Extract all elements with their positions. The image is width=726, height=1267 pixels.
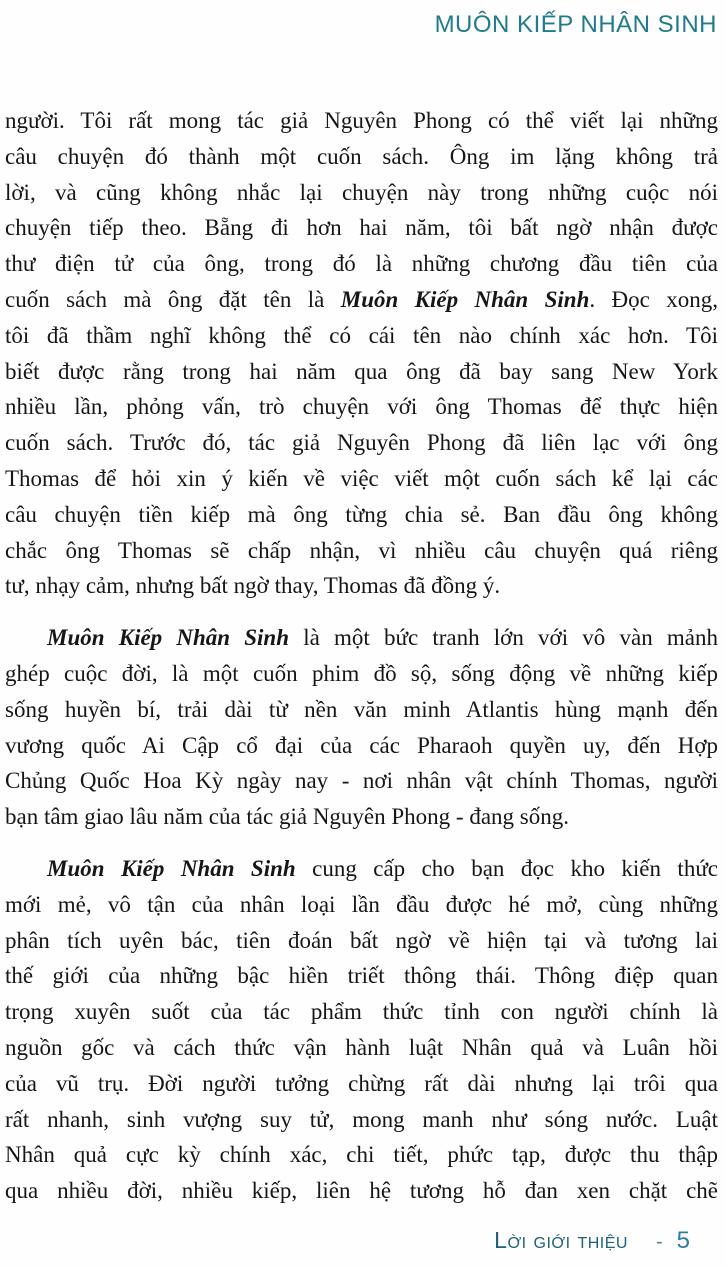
text-segment: thư điện tử của ông, trong đó là những chương đầu tiên của xyxy=(5,251,718,277)
text-line xyxy=(5,497,718,533)
page-footer xyxy=(494,1227,690,1255)
text-segment: mới mẻ, vô tận của nhân loại lần đầu được hé mở, cùng những xyxy=(5,891,718,917)
book-title-emphasis: Muôn Kiếp Nhân Sinh xyxy=(340,286,590,312)
text-line xyxy=(5,1137,718,1173)
text-segment: biết được rằng trong hai năm qua ông đã bay sang New York xyxy=(5,358,718,384)
text-segment: cuốn sách mà ông đặt tên là xyxy=(5,286,341,312)
text-segment: câu chuyện đó thành một cuốn sách. Ông im lặng không trả xyxy=(5,143,718,169)
text-segment: trọng xuyên suốt của tác phẩm thức tỉnh con người chính là xyxy=(5,999,718,1025)
text-line xyxy=(5,282,718,318)
text-line xyxy=(5,887,718,923)
text-line xyxy=(5,1102,718,1138)
text-segment: của vũ trụ. Đời người tưởng chừng rất dài nhưng lại trôi qua xyxy=(5,1070,718,1096)
text-line xyxy=(5,1173,718,1209)
book-title-emphasis: Muôn Kiếp Nhân Sinh xyxy=(47,855,296,881)
text-line xyxy=(5,246,718,282)
book-title-emphasis: Muôn Kiếp Nhân Sinh xyxy=(47,625,290,651)
footer-page-number: 5 xyxy=(676,1227,690,1254)
text-line xyxy=(5,763,718,799)
text-line xyxy=(5,692,718,728)
text-segment: lời, và cũng không nhắc lại chuyện này trong những cuộc nói xyxy=(5,179,718,205)
text-segment: tôi đã thầm nghĩ không thể có cái tên nào chính xác hơn. Tôi xyxy=(5,322,718,348)
text-segment: ghép cuộc đời, là một cuốn phim đồ sộ, sống động về những kiếp xyxy=(5,660,718,686)
text-segment: phân tích uyên bác, tiên đoán bất ngờ về hiện tại và tương lai xyxy=(5,927,718,953)
text-segment: câu chuyện tiền kiếp mà ông từng chia sẻ. Ban đầu ông không xyxy=(5,501,718,527)
text-line xyxy=(5,1066,718,1102)
text-segment: vương quốc Ai Cập cổ đại của các Pharaoh quyền uy, đến Hợp xyxy=(5,732,718,758)
text-segment: người. Tôi rất mong tác giả Nguyên Phong có thể viết lại những xyxy=(5,108,718,133)
text-segment: chuyện tiếp theo. Bẵng đi hơn hai năm, tôi bất ngờ nhận được xyxy=(5,215,718,241)
text-segment: qua nhiều đời, nhiều kiếp, liên hệ tương hỗ đan xen chặt chẽ xyxy=(5,1178,718,1204)
text-line xyxy=(5,568,718,604)
text-segment: Thomas để hỏi xin ý kiến về việc viết một cuốn sách kể lại các xyxy=(5,465,718,491)
text-line xyxy=(5,620,718,656)
text-segment: thế giới của những bậc hiền triết thông thái. Thông điệp quan xyxy=(5,963,718,989)
text-line xyxy=(5,103,718,139)
text-segment: rất nhanh, sinh vượng suy tử, mong manh như sóng nước. Luật xyxy=(5,1106,718,1132)
text-line xyxy=(5,958,718,994)
text-line xyxy=(5,851,718,887)
text-segment: nguồn gốc và cách thức vận hành luật Nhân quả và Luân hồi xyxy=(5,1034,718,1060)
text-line xyxy=(5,1030,718,1066)
text-segment: là một bức tranh lớn với vô vàn mảnh xyxy=(289,625,718,651)
paragraph xyxy=(5,620,718,835)
text-line xyxy=(5,425,718,461)
text-line xyxy=(5,799,718,835)
text-segment: cuốn sách. Trước đó, tác giả Nguyên Phong đã liên lạc với ông xyxy=(5,430,718,456)
paragraph xyxy=(5,851,718,1209)
paragraph xyxy=(5,103,718,604)
text-line xyxy=(5,656,718,692)
text-line xyxy=(5,389,718,425)
text-segment: chắc ông Thomas sẽ chấp nhận, vì nhiều câu chuyện quá riêng xyxy=(5,537,718,563)
text-segment: cung cấp cho bạn đọc kho kiến thức xyxy=(295,855,718,881)
text-segment: sống huyền bí, trải dài từ nền văn minh Atlantis hùng mạnh đến xyxy=(5,696,718,722)
running-header-title: MUÔN KIẾP NHÂN SINH xyxy=(434,11,717,38)
text-line xyxy=(5,210,718,246)
text-line xyxy=(5,923,718,959)
text-segment: tư, nhạy cảm, nhưng bất ngờ thay, Thomas đã đồng ý. xyxy=(5,573,501,599)
text-line xyxy=(5,728,718,764)
footer-section-label: Lời giới thiệu xyxy=(494,1227,628,1253)
text-line xyxy=(5,533,718,569)
text-line xyxy=(5,139,718,175)
text-segment: Chủng Quốc Hoa Kỳ ngày nay - nơi nhân vật chính Thomas, người xyxy=(5,768,718,794)
text-line xyxy=(5,175,718,211)
text-line xyxy=(5,354,718,390)
text-segment: bạn tâm giao lâu năm của tác giả Nguyên Phong - đang sống. xyxy=(5,804,569,830)
text-line xyxy=(5,461,718,497)
footer-separator: - xyxy=(655,1231,663,1253)
text-block xyxy=(5,103,718,1209)
text-segment: Nhân quả cực kỳ chính xác, chi tiết, phức tạp, được thu thập xyxy=(5,1142,718,1168)
text-line xyxy=(5,318,718,354)
text-segment: . Đọc xong, xyxy=(589,286,718,312)
text-line xyxy=(5,994,718,1030)
text-segment: nhiều lần, phỏng vấn, trò chuyện với ông Thomas để thực hiện xyxy=(5,394,718,420)
